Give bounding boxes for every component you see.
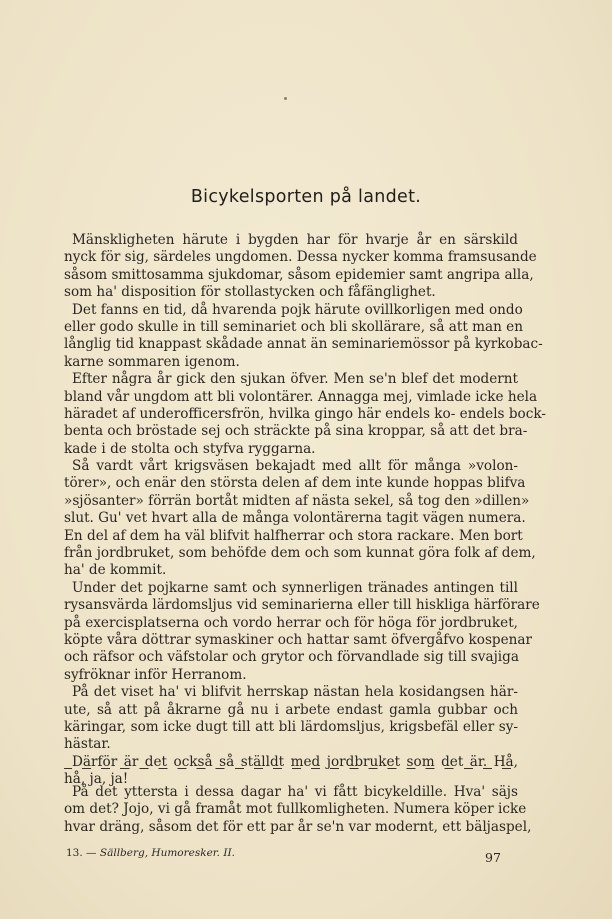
text-line: Därför är det också så ställdt med jordbruket som det är. Hå, (72, 753, 518, 770)
text-line: långlig tid knappast skådade annat än seminariemössor på kyrkobac- (64, 336, 543, 353)
text-line: kade i de stolta och styfva ryggarna. (64, 440, 316, 457)
text-line: käringar, som icke dugt till att bli lärdomsljus, krigsbefäl eller sy- (64, 718, 518, 735)
text-line: slut. Gu' vet hvart alla de många volontärerna tagit vägen numera. (64, 510, 526, 527)
text-line: ha' de kommit. (64, 562, 167, 579)
text-line: På det viset ha' vi blifvit herrskap nästan hela kosidangsen här- (72, 684, 518, 701)
article-body (64, 232, 546, 789)
text-line: köpte våra döttrar symaskiner och hattar samt öfvergåfvo kospenar (64, 631, 533, 648)
section-divider (64, 768, 518, 779)
text-line: Så vardt vårt krigsväsen bekajadt med allt för många »volon- (72, 458, 518, 475)
signature-mark: 13. — (66, 847, 97, 859)
text-line: »sjösanter» förrän bortåt midten af nästa sekel, så tog den »dillen» (64, 492, 530, 509)
text-line: syfröknar inför Herranom. (64, 666, 247, 683)
text-line: rysansvärda lärdomsljus vid seminarierna eller till hiskliga härförare (64, 597, 540, 614)
text-line: eller godo skulle in till seminariet och bli skollärare, så att man en (64, 318, 523, 335)
text-line: om det? Jojo, vi gå framåt mot fullkomligheten. Numera köper icke (64, 801, 527, 818)
text-line: ute, så att på åkrarne gå nu i arbete endast gamla gubbar och (64, 701, 518, 718)
text-line: benta och bröstade sej och sträckte på sina kroppar, så att det bra- (64, 423, 528, 440)
text-line: Efter några år gick den sjukan öfver. Men se'n blef det modernt (72, 371, 518, 388)
text-line: och räfsor och väfstolar och grytor och förvandlade sig till svajiga (64, 649, 519, 666)
page-number: 97 (485, 850, 501, 865)
text-line: från jordbruket, som behöfde dem och som kunnat göra folk af dem, (64, 545, 536, 562)
text-line: som ha' disposition för stollastycken och fåfänglighet. (64, 284, 436, 301)
text-line: hvar dräng, såsom det för ett par år se'n var modernt, ett bäljaspel, (64, 818, 532, 835)
book-title: Sällberg, Humoresker. II. (99, 847, 235, 859)
text-line: En del af dem ha väl blifvit halfherrar och stora rackare. Men bort (64, 527, 523, 544)
page-footer-signature (66, 847, 235, 859)
text-line: Under det pojkarne samt och synnerligen tränades antingen till (72, 579, 518, 596)
text-line: karne sommaren igenom. (64, 353, 240, 370)
ink-speck (284, 97, 287, 100)
text-line: törer», och enär den största delen af dem inte kunde hoppas blifva (64, 475, 526, 492)
text-line: hå, ja, ja! (64, 771, 129, 788)
text-line: såsom smittosamma sjukdomar, såsom epidemier samt angripa alla, (64, 266, 534, 283)
article-continuation (64, 784, 532, 836)
text-line: hästar. (64, 736, 111, 753)
text-line: bland vår ungdom att bli volontärer. Annagga mej, vimlade icke hela (64, 388, 538, 405)
text-line: på exercisplatserna och vordo herrar och för höga för jordbruket, (64, 614, 518, 631)
text-line: häradet af underofficersfrön, hvilka gingo här endels ko- endels bock- (64, 405, 546, 422)
text-line: Mänskligheten härute i bygden har för hvarje år en särskild (72, 232, 518, 248)
text-line: Det fanns en tid, då hvarenda pojk härute ovillkorligen med ondo (72, 301, 523, 318)
text-line: nyck för sig, särdeles ungdomen. Dessa nycker komma framsusande (64, 249, 537, 266)
text-line: På det yttersta i dessa dagar ha' vi fått bicykeldille. Hva' säjs (72, 784, 518, 800)
article-title: Bicykelsporten på landet. (190, 187, 422, 207)
